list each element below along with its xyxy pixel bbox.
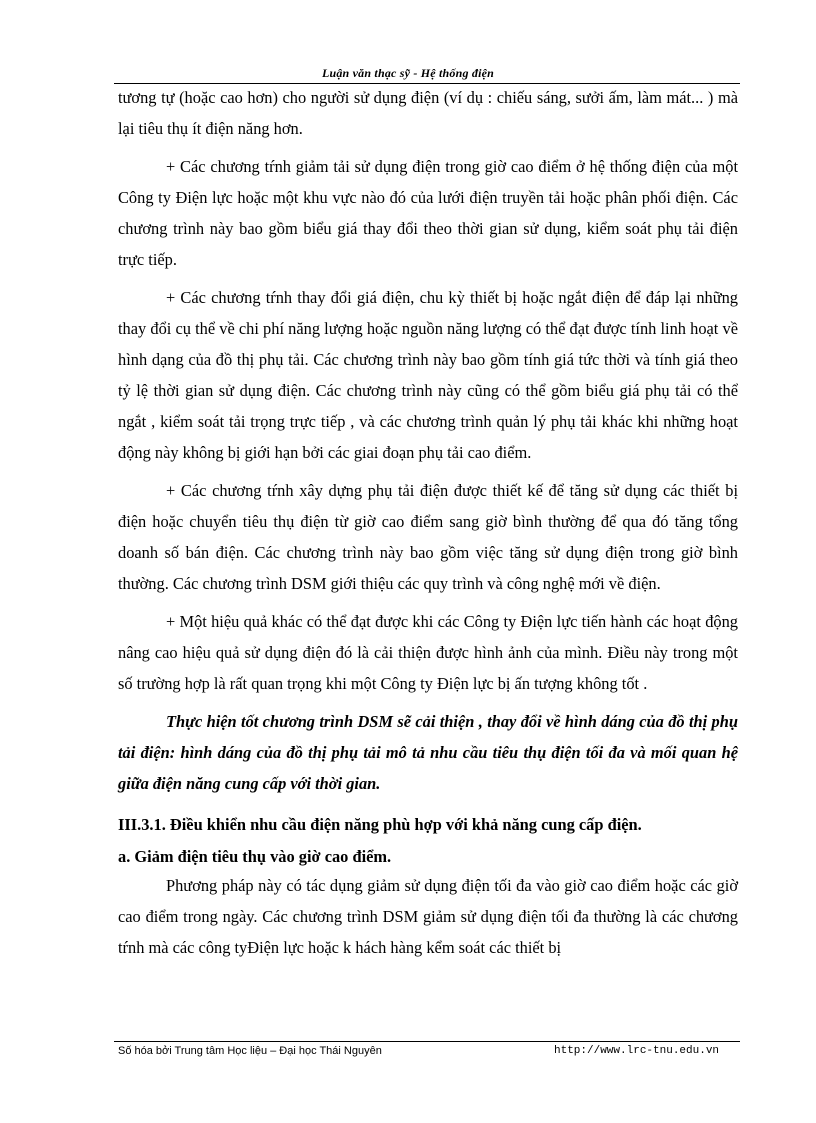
- footer-url: http://www.lrc-tnu.edu.vn: [554, 1045, 720, 1057]
- paragraph-utility-image: + Một hiệu quả khác có thể đạt được khi các Công ty Điện lực tiến hành các hoạt động nâng cao hiệu quả sử dụng điện đó là cải thiện được hình ảnh của mình. Điều này trong một số trường hợp là rất quan trọng khi một Công ty Điện lực bị ấn tượng không tốt .: [118, 612, 738, 693]
- paragraph-load-building-programs: + Các chương tŕnh xây dựng phụ tải điện được thiết kế để tăng sử dụng các thiết bị điện hoặc chuyển tiêu thụ điện từ giờ cao điểm sang giờ bình thường để qua đó tăng tổng doanh số bán điện. Các chương trình này bao gồm việc tăng sử dụng điện trong giờ bình thường. Các chương trình DSM giới thiệu các quy trình và công nghệ mới về điện.: [118, 481, 738, 593]
- running-header: Luận văn thạc sỹ - Hệ thống điện: [321, 66, 495, 80]
- emphasis-paragraph: Thực hiện tốt chương trình DSM sẽ cải thiện , thay đổi về hình dáng của đồ thị phụ tải điện: hình dáng của đồ thị phụ tải mô tả nhu cầu tiêu thụ điện tối đa và mối quan hệ giữa điện năng cung cấp với thời gian.: [118, 712, 738, 793]
- section-heading: III.3.1. Điều khiển nhu cầu điện năng phù hợp với khả năng cung cấp điện.: [118, 815, 642, 834]
- paragraph-price-change-programs: + Các chương tŕnh thay đổi giá điện, chu kỳ thiết bị hoặc ngắt điện để đáp lại những thay đổi cụ thể về chi phí năng lượng hoặc nguồn năng lượng có thể đạt được tính linh hoạt về hình dạng của đồ thị phụ tải. Các chương trình này bao gồm tính giá tức thời và tính giá theo tỷ lệ thời gian sử dụng điện. Các chương trình này cũng có thể gồm biểu giá phụ tải có thể ngắt , kiểm soát tải trọng trực tiếp , và các chương trình quản lý phụ tải khác khi những hoạt động này không bị giới hạn bởi các giai đoạn phụ tải cao điểm.: [118, 288, 738, 462]
- footer-divider: [114, 1041, 740, 1042]
- subsection-heading: a. Giảm điện tiêu thụ vào giờ cao điểm.: [118, 847, 392, 866]
- paragraph-peak-load-programs: + Các chương tŕnh giảm tải sử dụng điện trong giờ cao điểm ở hệ thống điện của một Công ty Điện lực hoặc một khu vực nào đó của lưới điện truyền tải hoặc phân phối điện. Các chương trình này bao gồm biểu giá thay đổi theo thời gian sử dụng, kiểm soát phụ tải điện trực tiếp.: [118, 157, 738, 269]
- footer-source: Số hóa bởi Trung tâm Học liệu – Đại học Thái Nguyên: [118, 1045, 382, 1057]
- paragraph-peak-reduction: Phương pháp này có tác dụng giảm sử dụng điện tối đa vào giờ cao điểm hoặc các giờ cao điểm trong ngày. Các chương trình DSM giảm sử dụng điện tối đa thường là các chương tŕnh mà các công tyĐiện lực hoặc k hách hàng kểm soát các thiết bị: [118, 876, 738, 957]
- page-body: [118, 82, 738, 963]
- paragraph-continuation: tương tự (hoặc cao hơn) cho người sử dụng điện (ví dụ : chiếu sáng, sưởi ấm, làm mát... ) mà lại tiêu thụ ít điện năng hơn.: [118, 88, 738, 138]
